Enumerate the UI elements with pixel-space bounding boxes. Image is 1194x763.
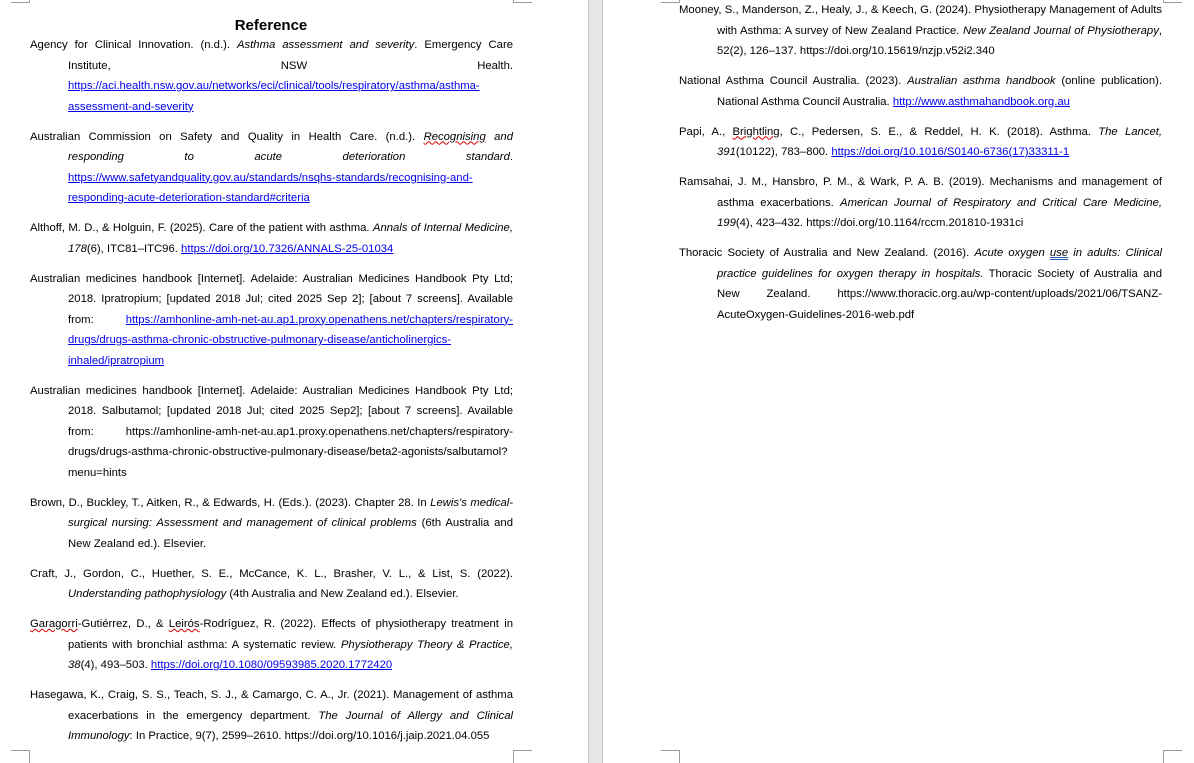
reference-entry: Agency for Clinical Innovation. (n.d.). Asthma assessment and severity. Emergency Care Institute, NSW Health. https://aci.health.nsw.gov.au/networks/eci/clinical/tools/respiratory/asthma/asthma-assessment-and-severity (30, 39, 513, 113)
reference-link[interactable]: https://www.safetyandquality.gov.au/standards/nsqhs-standards/recognising-and-responding-acute-deterioration-standard#criteria (68, 171, 473, 204)
spellcheck-word[interactable]: Brightling (732, 125, 780, 138)
reference-entry: Althoff, M. D., & Holguin, F. (2025). Care of the patient with asthma. Annals of Internal Medicine, 178(6), ITC81–ITC96. https://doi.org/10.7326/ANNALS-25-01034 (30, 222, 513, 255)
reference-entry: Mooney, S., Manderson, Z., Healy, J., & Keech, G. (2024). Physiotherapy Management of Adults with Asthma: A survey of New Zealand Practice. New Zealand Journal of Physiotherapy, 52(2), 126–137. https://doi.org/10.15619/nzjp.v52i2.340 (679, 4, 1162, 57)
margin-mark-bottom-right (513, 750, 532, 763)
reference-entry: Hasegawa, K., Craig, S. S., Teach, S. J., & Camargo, C. A., Jr. (2021). Management of asthma exacerbations in the emergency department. The Journal of Allergy and Clinical Immunology: In Practice, 9(7), 2599–2610. https://doi.org/10.1016/j.jaip.2021.04.055 (30, 689, 513, 742)
reference-list-left (30, 35, 513, 756)
spellcheck-word[interactable]: Leirós (168, 618, 200, 630)
spellcheck-word[interactable]: Garagorri (30, 618, 78, 630)
reference-entry: Australian Commission on Safety and Quality in Health Care. (n.d.). Recognising and responding to acute deterioration standard. https://www.safetyandquality.gov.au/standards/nsqhs-standards/recognising-and-responding-acute-deterioration-standard#criteria (30, 130, 513, 204)
reference-link[interactable]: https://amhonline-amh-net-au.ap1.proxy.openathens.net/chapters/respiratory-drugs/drugs-asthma-chronic-obstructive-pulmonary-disease/anticholinergics-inhaled/ipratropium (68, 313, 513, 367)
reference-entry: Garagorri-Gutiérrez, D., & Leirós-Rodríguez, R. (2022). Effects of physiotherapy treatment in patients with bronchial asthma: A systematic review. Physiotherapy Theory & Practice, 38(4), 493–503. https://doi.org/10.1080/09593985.2020.1772420 (30, 618, 513, 671)
reference-entry: Australian medicines handbook [Internet]. Adelaide: Australian Medicines Handbook Pty Ltd; 2018. Salbutamol; [updated 2018 Jul; cited 2025 Sep2]; [about 7 screens]. Available from: https://amhonline-amh-net-au.ap1.proxy.openathens.net/chapters/respiratory-drugs/drugs-asthma-chronic-obstructive-pulmonary-disease/beta2-agonists/salbutamol?menu=hints (30, 384, 513, 479)
reference-heading: Reference (234, 17, 308, 34)
reference-link[interactable]: https://aci.health.nsw.gov.au/networks/eci/clinical/tools/respiratory/asthma/asthma-assessment-and-severity (68, 80, 480, 113)
reference-link[interactable]: https://doi.org/10.1080/09593985.2020.1772420 (150, 659, 393, 671)
margin-mark-top-right (1163, 0, 1182, 3)
reference-list-right (679, 0, 1162, 335)
reference-entry: Brown, D., Buckley, T., Aitken, R., & Edwards, H. (Eds.). (2023). Chapter 28. In Lewis's medical-surgical nursing: Assessment and management of clinical problems (6th Australia and New Zealand ed.). Elsevier. (30, 496, 514, 550)
reference-entry: Australian medicines handbook [Internet]. Adelaide: Australian Medicines Handbook Pty Ltd; 2018. Ipratropium; [updated 2018 Jul; cited 2025 Sep 2]; [about 7 screens]. Available from: https://amhonline-amh-net-au.ap1.proxy.openathens.net/chapters/respiratory-drugs/drugs-asthma-chronic-obstructive-pulmonary-disease/anticholinergics-inhaled/ipratropium (30, 272, 513, 367)
reference-link[interactable]: https://doi.org/10.1016/S0140-6736(17)33311-1 (831, 146, 1070, 158)
spellcheck-word[interactable]: Recognising (423, 130, 486, 143)
page-gap (588, 0, 603, 763)
reference-entry: Thoracic Society of Australia and New Zealand. (2016). Acute oxygen use in adults: Clinical practice guidelines for oxygen therapy in hospitals. Thoracic Society of Australia and New Zealand. https://www.thoracic.org.au/wp-content/uploads/2021/06/TSANZ-AcuteOxygen-Guidelines-2016-web.pdf (679, 247, 1163, 321)
grammar-check-word[interactable]: use (1049, 247, 1069, 259)
margin-mark-top-right (513, 0, 532, 3)
document-page-left (0, 0, 588, 763)
reference-entry: Craft, J., Gordon, C., Huether, S. E., McCance, K. L., Brasher, V. L., & List, S. (2022). Understanding pathophysiology (4th Australia and New Zealand ed.). Elsevier. (30, 567, 513, 600)
margin-mark-bottom-right (1163, 750, 1182, 763)
margin-mark-top-left (661, 0, 680, 3)
reference-entry: National Asthma Council Australia. (2023). Australian asthma handbook (online publication). National Asthma Council Australia. http://www.asthmahandbook.org.au (679, 75, 1163, 108)
document-page-right (603, 0, 1194, 763)
reference-link[interactable]: http://www.asthmahandbook.org.au (892, 95, 1070, 108)
reference-entry: Papi, A., Brightling, C., Pedersen, S. E., & Reddel, H. K. (2018). Asthma. The Lancet, 391(10122), 783–800. https://doi.org/10.1016/S0140-6736(17)33311-1 (679, 125, 1162, 158)
margin-mark-bottom-left (661, 750, 680, 763)
reference-entry: Ramsahai, J. M., Hansbro, P. M., & Wark, P. A. B. (2019). Mechanisms and management of asthma exacerbations. American Journal of Respiratory and Critical Care Medicine, 199(4), 423–432. https://doi.org/10.1164/rccm.201810-1931ci (679, 176, 1162, 229)
margin-mark-top-left (11, 0, 30, 3)
margin-mark-bottom-left (11, 750, 30, 763)
reference-link[interactable]: https://doi.org/10.7326/ANNALS-25-01034 (181, 242, 394, 255)
